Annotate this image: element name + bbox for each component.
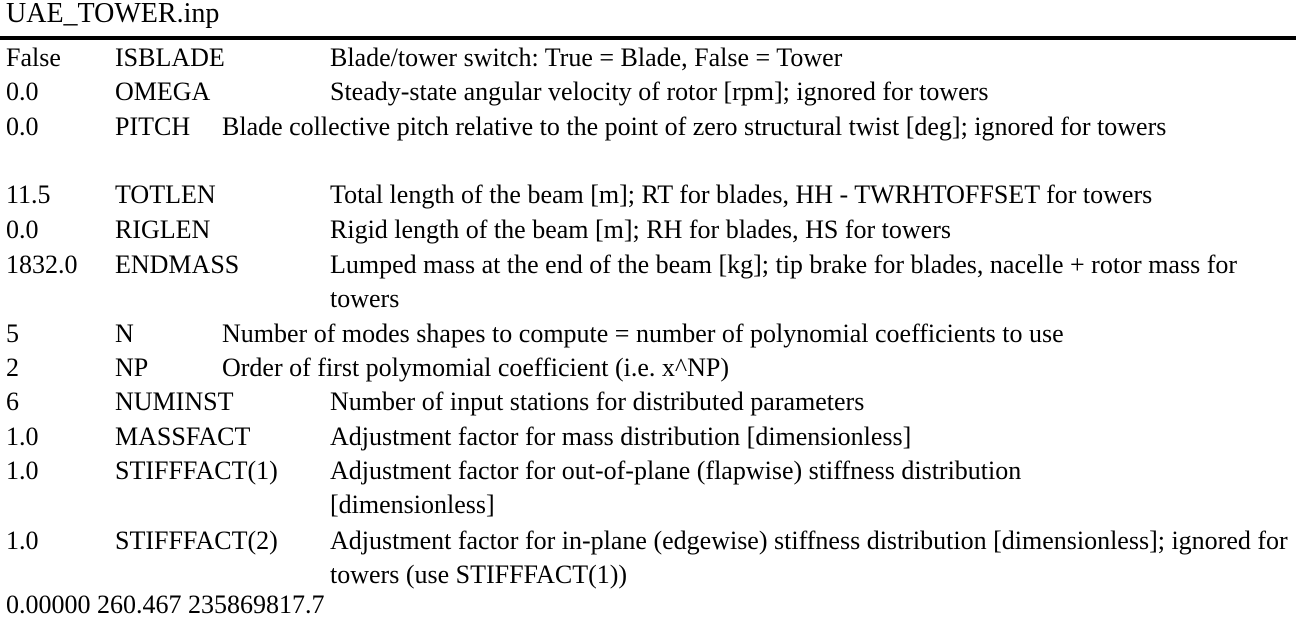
param-name: NP: [115, 353, 149, 382]
file-title: UAE_TOWER.inp: [6, 0, 220, 29]
param-name: STIFFFACT(1): [115, 456, 278, 485]
param-value: 11.5: [6, 180, 51, 209]
param-description: Blade collective pitch relative to the point of zero structural twist [deg]; ignored for towers: [222, 112, 1167, 141]
param-description: Steady-state angular velocity of rotor [rpm]; ignored for towers: [330, 77, 989, 106]
param-name: ENDMASS: [115, 250, 240, 279]
param-value: 0.0: [6, 112, 39, 141]
param-value: 2: [6, 353, 19, 382]
param-name: PITCH: [115, 112, 191, 141]
param-name: N: [115, 319, 134, 348]
param-name: TOTLEN: [115, 180, 216, 209]
param-description: Adjustment factor for out-of-plane (flapwise) stiffness distribution [dimensionless]: [330, 456, 1022, 519]
param-description: Order of first polymomial coefficient (i.e. x^NP): [222, 353, 730, 382]
param-value: 0.0: [6, 215, 39, 244]
param-value: 6: [6, 387, 19, 416]
param-value: 5: [6, 319, 19, 348]
param-value: 1.0: [6, 526, 39, 555]
param-name: MASSFACT: [115, 422, 251, 451]
param-description: Lumped mass at the end of the beam [kg]; tip brake for blades, nacelle + rotor mass for towers: [330, 250, 1238, 313]
param-value: 0.0: [6, 77, 39, 106]
param-name: STIFFFACT(2): [115, 526, 278, 555]
param-description: Rigid length of the beam [m]; RH for blades, HS for towers: [330, 215, 951, 244]
param-name: ISBLADE: [115, 43, 225, 72]
param-description: Number of input stations for distributed parameters: [330, 387, 865, 416]
title-rule: [0, 36, 1296, 40]
param-description: Adjustment factor for in-plane (edgewise) stiffness distribution [dimensionless]; ignored for towers (use STIFFFACT(1)): [330, 526, 1288, 589]
param-value: 1.0: [6, 422, 39, 451]
param-description: Blade/tower switch: True = Blade, False = Tower: [330, 43, 843, 72]
distributed-data-line: 0.00000 260.467 235869817.7: [6, 590, 325, 619]
param-name: NUMINST: [115, 387, 234, 416]
param-value: 1832.0: [6, 250, 78, 279]
param-name: OMEGA: [115, 77, 211, 106]
param-description: Total length of the beam [m]; RT for blades, HH - TWRHTOFFSET for towers: [330, 180, 1153, 209]
param-value: False: [6, 43, 61, 72]
param-name: RIGLEN: [115, 215, 211, 244]
param-value: 1.0: [6, 456, 39, 485]
param-description: Adjustment factor for mass distribution [dimensionless]: [330, 422, 912, 451]
param-description: Number of modes shapes to compute = number of polynomial coefficients to use: [222, 319, 1064, 348]
